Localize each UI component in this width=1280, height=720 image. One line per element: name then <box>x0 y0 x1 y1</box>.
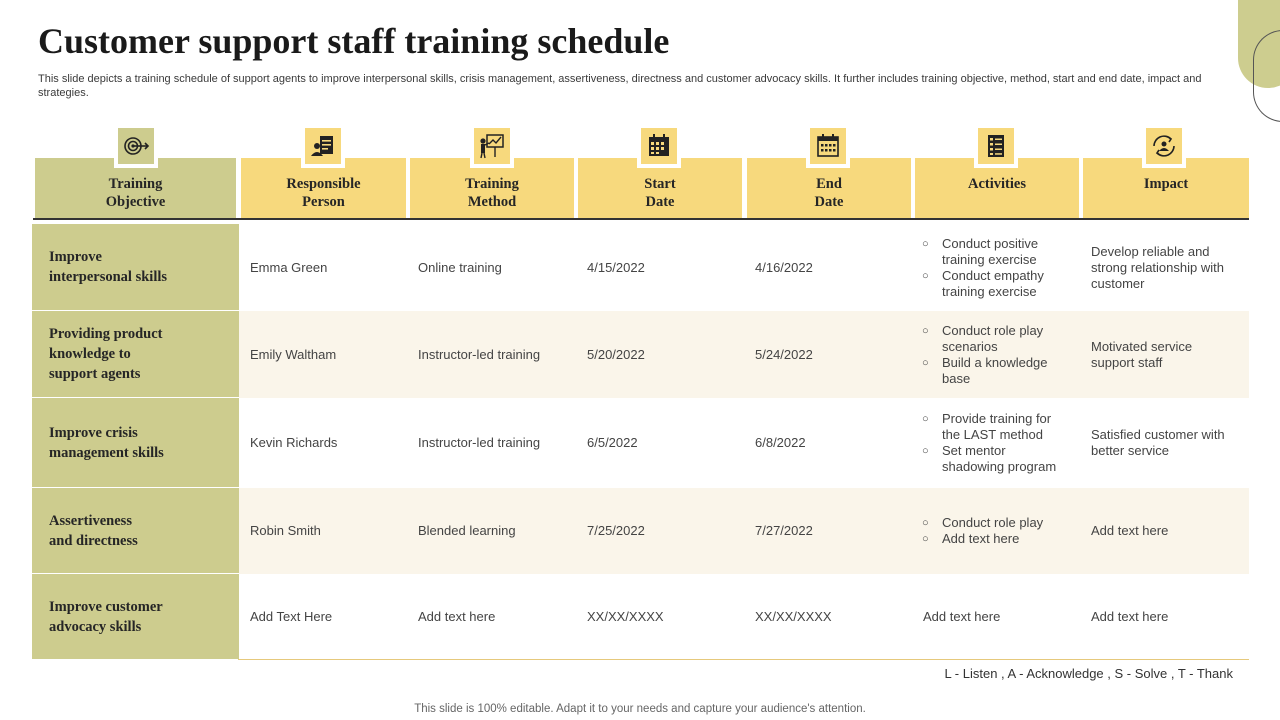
end-date-cell: 5/24/2022 <box>755 346 813 362</box>
impact-cell: Add text here <box>1091 609 1169 624</box>
header-label: End Date <box>814 176 844 210</box>
activities-list <box>922 515 1072 547</box>
objective-cell <box>32 224 239 311</box>
cycle-icon <box>1142 124 1186 168</box>
table-row <box>32 488 1249 574</box>
table-row <box>32 224 1249 311</box>
activity-item: ○ Conduct empathy training exercise <box>922 268 1072 300</box>
objective-text: Improve crisis management skills <box>49 424 164 461</box>
table-row <box>32 311 1249 398</box>
method-cell: Online training <box>418 259 502 275</box>
objective-text: Improve customer advocacy skills <box>49 598 163 635</box>
header-label: Start Date <box>644 176 676 210</box>
impact-cell: Satisfied customer with better service <box>1091 427 1225 458</box>
start-date-cell: 5/20/2022 <box>587 346 645 362</box>
calendar-icon <box>637 124 681 168</box>
activity-item: ○ Conduct role play <box>922 515 1072 531</box>
end-date-cell: 7/27/2022 <box>755 523 813 538</box>
header-divider <box>33 218 1249 220</box>
method-cell: Blended learning <box>418 523 516 538</box>
target-icon <box>114 124 158 168</box>
impact-cell: Motivated service support staff <box>1091 338 1193 370</box>
method-cell: Instructor-led training <box>418 346 541 362</box>
start-date-cell: 6/5/2022 <box>587 435 638 450</box>
calendar-icon <box>806 124 850 168</box>
table-row <box>32 574 1249 660</box>
objective-text: Assertiveness and directness <box>49 512 138 549</box>
person-cell: Robin Smith <box>250 523 321 538</box>
slide-subtitle: This slide depicts a training schedule of support agents to improve interpersonal skills, crisis management, assertiveness, directness and customer advocacy skills. It further includes training objective, method, start and end date, impact and strategies. <box>38 73 1202 99</box>
objective-cell <box>32 398 239 488</box>
activities-list <box>922 236 1072 300</box>
person-cell: Emma Green <box>250 259 328 275</box>
end-date-cell: XX/XX/XXXX <box>755 609 832 624</box>
activity-item: ○ Conduct role play scenarios <box>922 323 1072 355</box>
checklist-icon <box>974 124 1018 168</box>
activity-item: ○ Provide training for the LAST method <box>922 411 1072 443</box>
impact-cell: Develop reliable and strong relationship with customer <box>1091 243 1224 291</box>
header-label: Training Method <box>465 176 519 210</box>
header-label: Activities <box>968 176 1026 192</box>
activity-item: ○ Build a knowledge base <box>922 355 1072 387</box>
start-date-cell: 7/25/2022 <box>587 523 645 538</box>
impact-cell: Add text here <box>1091 523 1169 538</box>
objective-text: Improve interpersonal skills <box>49 249 168 285</box>
table-bottom-divider <box>238 659 1249 660</box>
corner-ring-decoration <box>1253 30 1280 122</box>
header-label: Impact <box>1143 176 1189 192</box>
activities-list <box>922 323 1072 387</box>
start-date-cell: 4/15/2022 <box>587 259 645 275</box>
method-cell: Add text here <box>418 609 496 624</box>
activities-list <box>922 411 1072 475</box>
person-cell: Add Text Here <box>250 609 333 624</box>
slide-footer: This slide is 100% editable. Adapt it to your needs and capture your audience's attention. <box>414 703 866 715</box>
last-method-legend: L - Listen , A - Acknowledge , S - Solve , T - Thank <box>944 666 1233 681</box>
person-cell: Emily Waltham <box>250 346 337 362</box>
end-date-cell: 4/16/2022 <box>755 259 813 275</box>
objective-text: Providing product knowledge to support agents <box>49 326 163 382</box>
table-row <box>32 398 1249 488</box>
person-cell: Kevin Richards <box>250 435 338 450</box>
activity-item: ○ Conduct positive training exercise <box>922 236 1072 268</box>
activities-cell: Add text here <box>923 609 1001 624</box>
activity-item: ○ Add text here <box>922 531 1072 547</box>
end-date-cell: 6/8/2022 <box>755 435 806 450</box>
objective-cell <box>32 574 239 660</box>
header-label: Training Objective <box>105 176 166 210</box>
header-label: Responsible Person <box>286 176 361 210</box>
objective-cell <box>32 488 239 574</box>
presentation-icon <box>470 124 514 168</box>
slide-title: Customer support staff training schedule <box>38 21 670 61</box>
activity-item: ○ Set mentor shadowing program <box>922 443 1072 475</box>
start-date-cell: XX/XX/XXXX <box>587 609 664 624</box>
clipboard-person-icon <box>301 124 345 168</box>
method-cell: Instructor-led training <box>418 435 541 450</box>
objective-cell <box>32 311 239 398</box>
